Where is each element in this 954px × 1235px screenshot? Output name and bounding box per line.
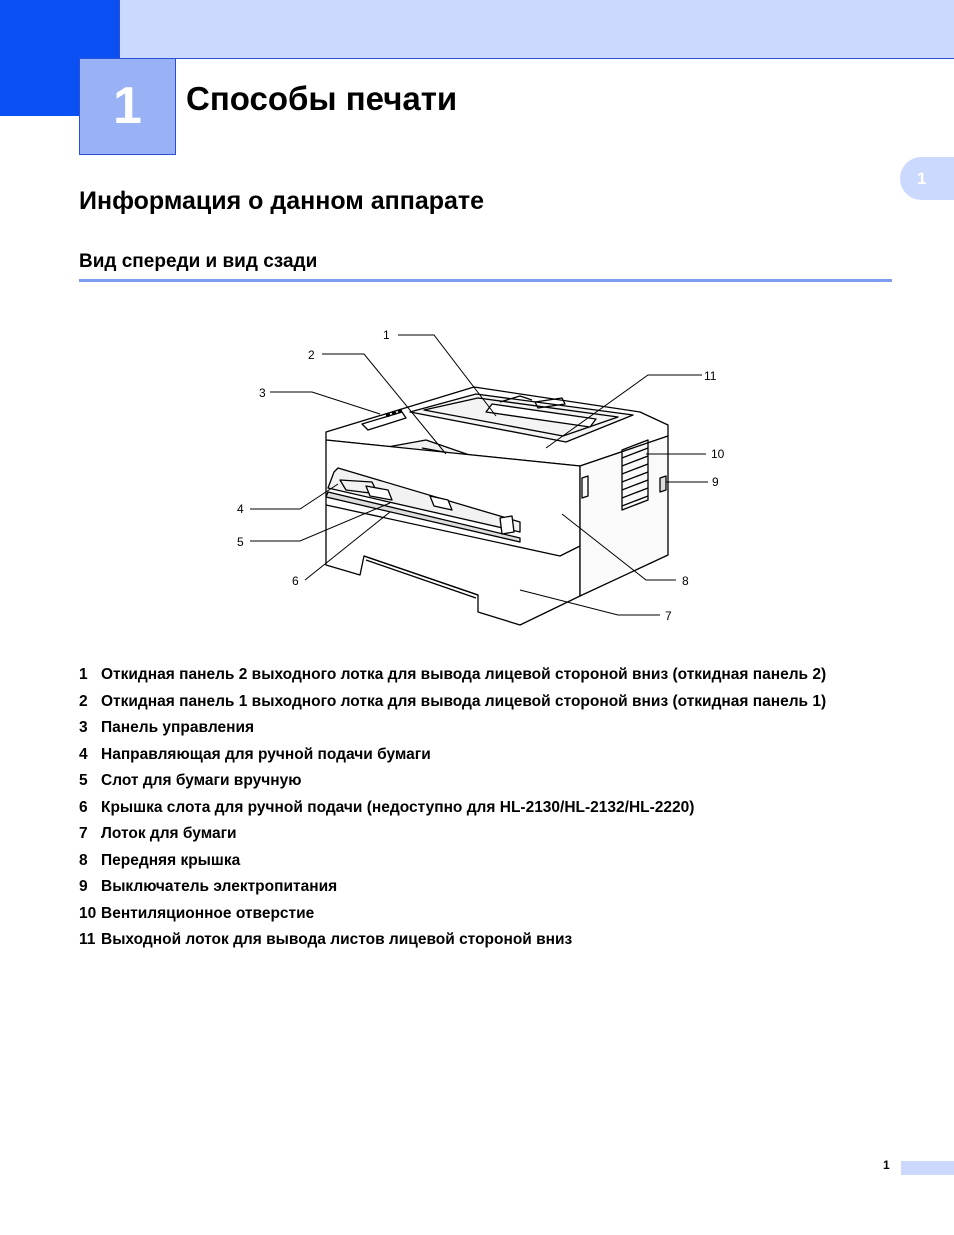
legend-text: Передняя крышка	[101, 851, 241, 869]
page-number: 1	[883, 1158, 890, 1172]
legend-text: Слот для бумаги вручную	[101, 772, 302, 789]
callout-6: 6	[292, 574, 299, 588]
subsection-rule	[79, 279, 892, 282]
legend-number: 4	[79, 745, 88, 763]
legend-item	[79, 717, 826, 744]
page-number-bar	[901, 1161, 954, 1175]
legend-text: Выключатель электропитания	[101, 878, 338, 895]
callout-8: 8	[682, 574, 689, 588]
legend-number: 5	[79, 772, 88, 789]
callout-11: 11	[704, 369, 717, 383]
legend-text: Откидная панель 2 выходного лотка для вывода лицевой стороной вниз (откидная панель 2)	[101, 666, 827, 683]
legend-number: 8	[79, 851, 88, 869]
legend-number: 11	[79, 931, 96, 948]
legend-text: Крышка слота для ручной подачи (недоступно для HL-2130/HL-2132/HL-2220)	[101, 798, 695, 816]
legend-number: 2	[79, 692, 88, 710]
callout-9: 9	[712, 475, 719, 489]
printer-illustration	[0, 310, 954, 640]
chapter-title: Способы печати	[186, 80, 458, 117]
legend-text: Откидная панель 1 выходного лотка для вывода лицевой стороной вниз (откидная панель 1)	[101, 692, 827, 710]
callout-3: 3	[259, 386, 266, 400]
chapter-side-tab: 1	[900, 157, 954, 200]
parts-legend	[79, 664, 826, 956]
legend-number: 9	[79, 878, 88, 895]
header-rule	[119, 58, 954, 59]
legend-item	[79, 664, 826, 691]
callout-4: 4	[237, 502, 244, 516]
subsection-heading: Вид спереди и вид сзади	[79, 251, 318, 272]
legend-item	[79, 744, 826, 771]
legend-number: 10	[79, 904, 97, 922]
section-heading: Информация о данном аппарате	[79, 187, 485, 215]
callout-7: 7	[665, 609, 672, 623]
legend-item	[79, 876, 826, 903]
legend-item	[79, 770, 826, 797]
legend-number: 6	[79, 798, 88, 816]
legend-number: 3	[79, 719, 88, 736]
legend-item	[79, 691, 826, 718]
legend-item	[79, 903, 826, 930]
header-band	[0, 0, 954, 58]
callout-2: 2	[308, 348, 315, 362]
legend-text: Панель управления	[101, 719, 255, 736]
legend-text: Направляющая для ручной подачи бумаги	[101, 745, 431, 763]
callout-1: 1	[383, 328, 390, 342]
legend-text: Выходной лоток для вывода листов лицевой стороной вниз	[101, 931, 573, 948]
legend-number: 7	[79, 825, 88, 842]
legend-item	[79, 929, 826, 956]
legend-item	[79, 797, 826, 824]
chapter-number: 1	[79, 58, 176, 155]
callout-10: 10	[711, 447, 725, 461]
legend-text: Вентиляционное отверстие	[101, 904, 315, 922]
header-rule-vertical	[119, 0, 120, 58]
legend-text: Лоток для бумаги	[101, 825, 237, 842]
legend-item	[79, 850, 826, 877]
legend-item	[79, 823, 826, 850]
callout-5: 5	[237, 535, 244, 549]
legend-number: 1	[79, 666, 88, 683]
